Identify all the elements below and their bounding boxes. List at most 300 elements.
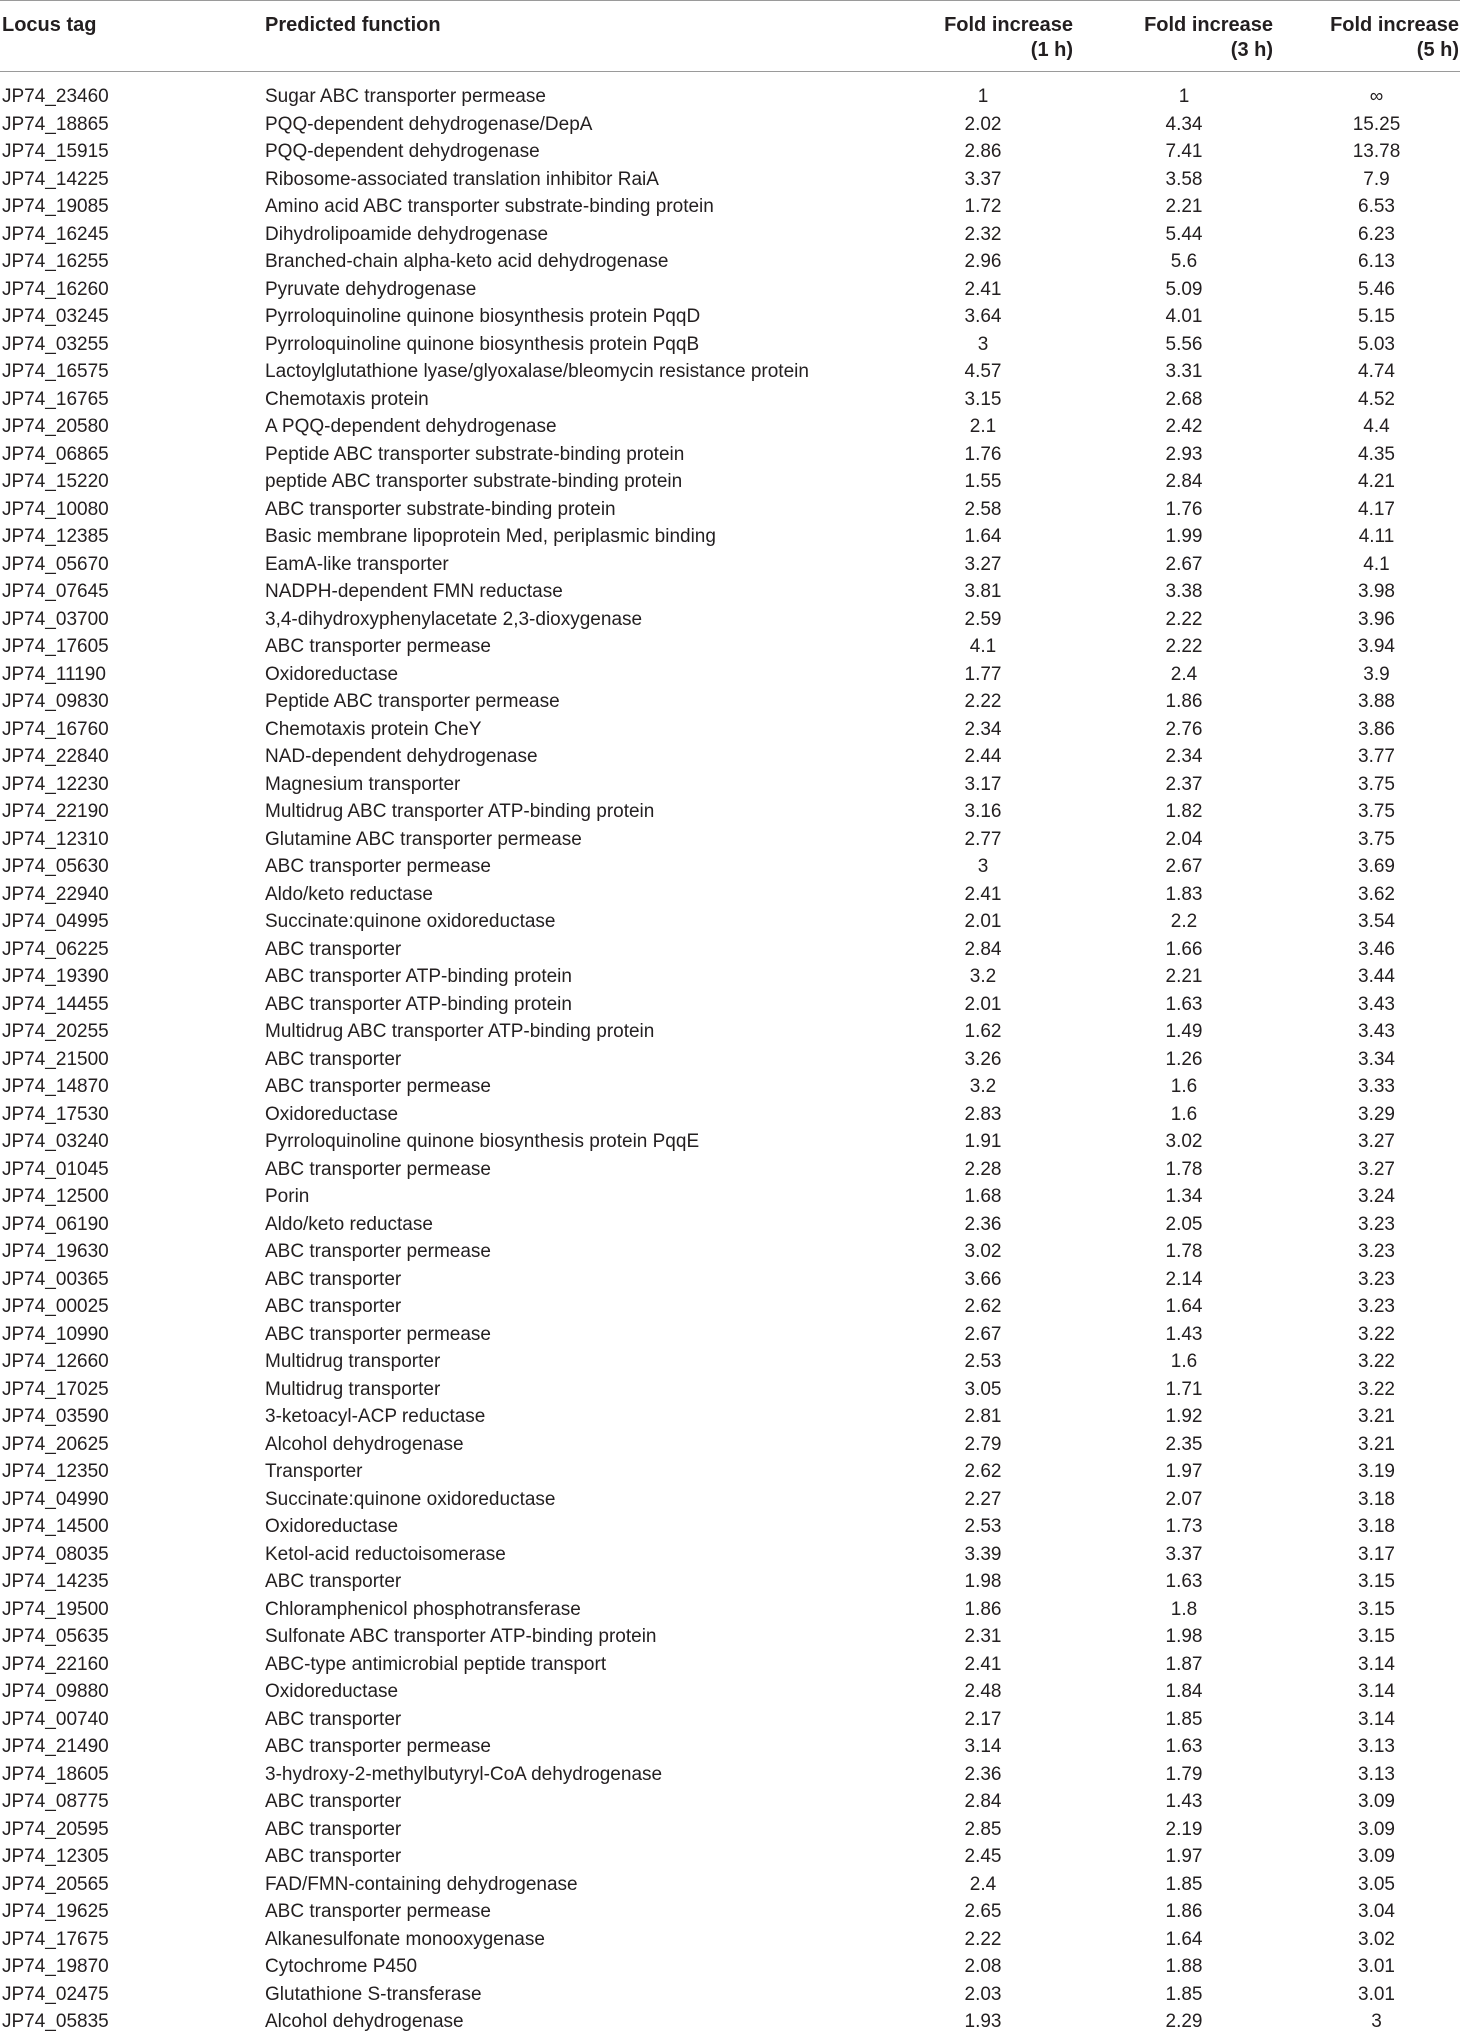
table-row	[0, 551, 1460, 579]
fold-5h-cell: 3.23	[1358, 1296, 1395, 1317]
fold-5h-cell: 5.46	[1358, 278, 1395, 300]
fold-5h-cell: 3.09	[1358, 1791, 1395, 1812]
fold-5h-cell: 3.01	[1358, 1983, 1395, 2005]
table-row	[0, 1871, 1460, 1899]
fold-5h-cell: 3.04	[1358, 1901, 1395, 1922]
locus-tag-cell: JP74_09830	[2, 691, 109, 712]
fold-3h-cell: 1.43	[1165, 1323, 1203, 1345]
header-predicted-function: Predicted function	[265, 1, 893, 72]
fold-1h-cell: 2.32	[964, 223, 1002, 245]
locus-tag-cell: JP74_14870	[2, 1076, 109, 1097]
fold-5h-cell: 3.19	[1358, 1461, 1395, 1482]
table-row	[0, 1678, 1460, 1706]
predicted-function-cell: Chemotaxis protein CheY	[265, 718, 482, 740]
fold-1h-cell: 1.72	[964, 196, 1002, 217]
fold-1h-cell: 2.62	[964, 1296, 1002, 1317]
fold-1h-cell: 2.01	[964, 911, 1002, 932]
fold-5h-cell: 3.69	[1358, 856, 1395, 877]
locus-tag-cell: JP74_18865	[2, 113, 109, 135]
table-row	[0, 688, 1460, 716]
locus-tag-cell: JP74_12660	[2, 1351, 109, 1372]
fold-3h-cell: 2.05	[1165, 1213, 1203, 1235]
fold-3h-cell: 1.73	[1165, 1516, 1203, 1537]
fold-1h-cell: 2.34	[964, 718, 1002, 740]
table-row	[0, 1266, 1460, 1294]
fold-1h-cell: 2.41	[964, 1653, 1002, 1675]
fold-3h-cell: 2.67	[1165, 856, 1203, 877]
predicted-function-cell: ABC transporter substrate-binding protein	[265, 498, 616, 520]
fold-3h-cell: 1.78	[1165, 1158, 1203, 1180]
fold-1h-cell: 2.41	[964, 883, 1002, 905]
fold-1h-cell: 2.01	[964, 993, 1002, 1015]
predicted-function-cell: Amino acid ABC transporter substrate-binding protein	[265, 196, 714, 217]
fold-3h-cell: 2.84	[1165, 471, 1203, 492]
fold-5h-cell: 4.74	[1358, 361, 1395, 382]
predicted-function-cell: Oxidoreductase	[265, 1516, 399, 1537]
fold-5h-cell: 4.4	[1363, 416, 1390, 437]
fold-3h-cell: 1.76	[1165, 498, 1203, 520]
fold-5h-cell: 3.14	[1358, 1653, 1395, 1675]
predicted-function-cell: peptide ABC transporter substrate-binding protein	[265, 471, 683, 492]
fold-3h-cell: 1.63	[1165, 1571, 1203, 1592]
locus-tag-cell: JP74_23460	[2, 86, 109, 107]
fold-5h-cell: 3	[1371, 2011, 1382, 2032]
fold-3h-cell: 3.37	[1165, 1543, 1203, 1565]
fold-3h-cell: 2.19	[1165, 1818, 1203, 1840]
locus-tag-cell: JP74_06225	[2, 938, 109, 960]
predicted-function-cell: Sulfonate ABC transporter ATP-binding protein	[265, 1626, 657, 1647]
predicted-function-cell: Pyruvate dehydrogenase	[265, 278, 477, 300]
fold-5h-cell: 3.23	[1358, 1268, 1395, 1290]
locus-tag-cell: JP74_20255	[2, 1021, 109, 1042]
fold-1h-cell: 2.84	[964, 1791, 1002, 1812]
locus-tag-cell: JP74_15915	[2, 141, 109, 162]
fold-3h-cell: 1.99	[1165, 526, 1203, 547]
header-fold-1h-line2: (1 h)	[1030, 39, 1073, 61]
predicted-function-cell: Cytochrome P450	[265, 1956, 418, 1977]
table-row	[0, 441, 1460, 469]
fold-5h-cell: 3.29	[1358, 1103, 1395, 1125]
table-row	[0, 743, 1460, 771]
header-row	[0, 1, 1460, 72]
table-row	[0, 1651, 1460, 1679]
fold-3h-cell: 1.43	[1165, 1791, 1203, 1812]
fold-1h-cell: 3.14	[964, 1736, 1002, 1757]
predicted-function-cell: Chloramphenicol phosphotransferase	[265, 1598, 581, 1620]
fold-3h-cell: 1.34	[1165, 1186, 1203, 1207]
table-row	[0, 1128, 1460, 1156]
fold-1h-cell: 1.55	[964, 471, 1002, 492]
table-row	[0, 826, 1460, 854]
fold-5h-cell: 4.11	[1358, 526, 1395, 547]
locus-tag-cell: JP74_19390	[2, 966, 109, 987]
locus-tag-cell: JP74_05635	[2, 1626, 109, 1647]
fold-3h-cell: 1.66	[1165, 938, 1203, 960]
predicted-function-cell: Dihydrolipoamide dehydrogenase	[265, 223, 549, 245]
fold-5h-cell: 3.96	[1358, 608, 1395, 630]
locus-tag-cell: JP74_00740	[2, 1708, 109, 1730]
locus-tag-cell: JP74_11190	[2, 663, 106, 685]
locus-tag-cell: JP74_00025	[2, 1296, 109, 1317]
table-row	[0, 386, 1460, 414]
fold-3h-cell: 1.49	[1165, 1021, 1203, 1042]
locus-tag-cell: JP74_12385	[2, 526, 109, 547]
fold-3h-cell: 5.44	[1165, 223, 1203, 245]
table-row	[0, 1486, 1460, 1514]
fold-1h-cell: 1.91	[964, 1131, 1002, 1152]
fold-5h-cell: 3.98	[1358, 581, 1395, 602]
fold-5h-cell: 3.15	[1358, 1598, 1395, 1620]
predicted-function-cell: Multidrug transporter	[265, 1351, 441, 1372]
predicted-function-cell: Pyrroloquinoline quinone biosynthesis protein PqqE	[265, 1131, 700, 1152]
table-row	[0, 1513, 1460, 1541]
fold-3h-cell: 2.14	[1165, 1268, 1203, 1290]
fold-3h-cell: 2.34	[1165, 746, 1203, 767]
fold-3h-cell: 1.85	[1165, 1873, 1203, 1895]
locus-tag-cell: JP74_19625	[2, 1901, 109, 1922]
table-row	[0, 1156, 1460, 1184]
predicted-function-cell: ABC transporter permease	[265, 1323, 491, 1345]
fold-1h-cell: 1.62	[964, 1021, 1002, 1042]
table-row	[0, 1788, 1460, 1816]
fold-3h-cell: 2.22	[1165, 636, 1203, 657]
fold-5h-cell: 3.15	[1358, 1571, 1395, 1592]
table-row	[0, 72, 1460, 111]
table-row	[0, 496, 1460, 524]
locus-tag-cell: JP74_22190	[2, 801, 109, 822]
predicted-function-cell: Oxidoreductase	[265, 663, 399, 685]
fold-5h-cell: 3.62	[1358, 883, 1395, 905]
fold-1h-cell: 2.31	[964, 1626, 1002, 1647]
table-row	[0, 606, 1460, 634]
locus-tag-cell: JP74_14235	[2, 1571, 109, 1592]
predicted-function-cell: ABC transporter ATP-binding protein	[265, 993, 572, 1015]
fold-5h-cell: 3.43	[1358, 1021, 1395, 1042]
locus-tag-cell: JP74_14455	[2, 993, 109, 1015]
fold-5h-cell: 6.13	[1358, 251, 1395, 272]
predicted-function-cell: ABC transporter	[265, 938, 402, 960]
fold-5h-cell: 3.15	[1358, 1626, 1395, 1647]
fold-3h-cell: 2.93	[1165, 443, 1203, 465]
fold-5h-cell: 3.75	[1358, 801, 1395, 822]
fold-5h-cell: 3.86	[1358, 718, 1395, 740]
predicted-function-cell: ABC transporter permease	[265, 1076, 491, 1097]
fold-3h-cell: 1.92	[1165, 1406, 1203, 1427]
fold-1h-cell: 1.77	[964, 663, 1002, 685]
predicted-function-cell: Succinate:quinone oxidoreductase	[265, 911, 556, 932]
locus-tag-cell: JP74_09880	[2, 1681, 109, 1702]
table-row	[0, 853, 1460, 881]
locus-tag-cell: JP74_02475	[2, 1983, 109, 2005]
fold-3h-cell: 1.97	[1165, 1461, 1203, 1482]
predicted-function-cell: Pyrroloquinoline quinone biosynthesis protein PqqD	[265, 306, 701, 327]
locus-tag-cell: JP74_12230	[2, 773, 109, 795]
fold-5h-cell: 3.21	[1358, 1406, 1395, 1427]
predicted-function-cell: Aldo/keto reductase	[265, 883, 433, 905]
predicted-function-cell: Pyrroloquinoline quinone biosynthesis protein PqqB	[265, 333, 700, 355]
table-row	[0, 1431, 1460, 1459]
table-header	[0, 1, 1460, 72]
fold-5h-cell: 3.13	[1358, 1763, 1395, 1785]
predicted-function-cell: Lactoylglutathione lyase/glyoxalase/bleomycin resistance protein	[265, 361, 809, 382]
table-row	[0, 1101, 1460, 1129]
locus-tag-cell: JP74_16260	[2, 278, 109, 300]
locus-tag-cell: JP74_03245	[2, 306, 109, 327]
predicted-function-cell: Chemotaxis protein	[265, 388, 429, 410]
table-row	[0, 798, 1460, 826]
fold-1h-cell: 4.57	[964, 361, 1002, 382]
fold-1h-cell: 2.59	[964, 608, 1002, 630]
locus-tag-cell: JP74_22840	[2, 746, 109, 767]
predicted-function-cell: ABC transporter permease	[265, 856, 491, 877]
locus-tag-cell: JP74_20625	[2, 1433, 109, 1455]
fold-3h-cell: 3.31	[1165, 361, 1203, 382]
table-row	[0, 1018, 1460, 1046]
fold-1h-cell: 1	[977, 86, 989, 107]
table-row	[0, 936, 1460, 964]
fold-1h-cell: 2.22	[964, 691, 1002, 712]
fold-5h-cell: 4.1	[1363, 553, 1390, 575]
fold-3h-cell: 4.34	[1165, 113, 1203, 135]
locus-tag-cell: JP74_03255	[2, 333, 109, 355]
fold-5h-cell: 13.78	[1352, 141, 1401, 162]
fold-5h-cell: 3.14	[1358, 1681, 1395, 1702]
table-row	[0, 1183, 1460, 1211]
table-row	[0, 1348, 1460, 1376]
fold-5h-cell: 3.18	[1358, 1488, 1395, 1510]
locus-tag-cell: JP74_20565	[2, 1873, 109, 1895]
fold-1h-cell: 2.58	[964, 498, 1002, 520]
table-row	[0, 991, 1460, 1019]
locus-tag-cell: JP74_05670	[2, 553, 109, 575]
locus-tag-cell: JP74_12500	[2, 1186, 109, 1207]
fold-1h-cell: 2.1	[969, 416, 997, 437]
fold-3h-cell: 1.84	[1165, 1681, 1203, 1702]
predicted-function-cell: ABC transporter	[265, 1791, 402, 1812]
predicted-function-cell: ABC transporter permease	[265, 1901, 491, 1922]
fold-1h-cell: 2.86	[964, 141, 1002, 162]
locus-tag-cell: JP74_08035	[2, 1543, 109, 1565]
table-row	[0, 661, 1460, 689]
locus-tag-cell: JP74_03590	[2, 1406, 109, 1427]
fold-3h-cell: 1.88	[1165, 1956, 1203, 1977]
fold-1h-cell: 2.02	[964, 113, 1002, 135]
locus-tag-cell: JP74_12305	[2, 1846, 109, 1867]
fold-1h-cell: 3.15	[964, 388, 1002, 410]
locus-tag-cell: JP74_21500	[2, 1048, 109, 1070]
fold-1h-cell: 1.98	[964, 1571, 1002, 1592]
fold-1h-cell: 2.81	[964, 1406, 1002, 1427]
table-row	[0, 1733, 1460, 1761]
locus-tag-cell: JP74_20580	[2, 416, 109, 437]
fold-1h-cell: 1.68	[964, 1186, 1002, 1207]
fold-5h-cell: 3.23	[1358, 1213, 1395, 1235]
fold-1h-cell: 2.27	[964, 1488, 1002, 1510]
locus-tag-cell: JP74_15220	[2, 471, 109, 492]
locus-tag-cell: JP74_12310	[2, 828, 109, 850]
predicted-function-cell: Sugar ABC transporter permease	[265, 86, 546, 107]
predicted-function-cell: Glutamine ABC transporter permease	[265, 828, 582, 850]
header-locus-tag: Locus tag	[0, 1, 265, 72]
fold-5h-cell: 5.03	[1358, 333, 1395, 355]
locus-tag-cell: JP74_19500	[2, 1598, 109, 1620]
fold-5h-cell: 3.13	[1358, 1736, 1395, 1757]
fold-1h-cell: 2.65	[964, 1901, 1002, 1922]
table-row	[0, 413, 1460, 441]
fold-5h-cell: 3.18	[1358, 1516, 1395, 1537]
fold-3h-cell: 4.01	[1165, 306, 1203, 327]
fold-3h-cell: 2.21	[1165, 196, 1203, 217]
table-row	[0, 771, 1460, 799]
fold-1h-cell: 3.64	[964, 306, 1002, 327]
table-row	[0, 221, 1460, 249]
fold-1h-cell: 2.85	[964, 1818, 1002, 1840]
fold-1h-cell: 2.08	[964, 1956, 1002, 1977]
fold-1h-cell: 1.64	[964, 526, 1002, 547]
table-row	[0, 1761, 1460, 1789]
fold-5h-cell: 3.24	[1358, 1186, 1395, 1207]
table-row	[0, 1458, 1460, 1486]
table-row	[0, 468, 1460, 496]
predicted-function-cell: Multidrug transporter	[265, 1378, 441, 1400]
fold-1h-cell: 3.02	[964, 1241, 1002, 1262]
locus-tag-cell: JP74_08775	[2, 1791, 109, 1812]
fold-3h-cell: 1.87	[1165, 1653, 1203, 1675]
fold-5h-cell: 7.9	[1363, 168, 1390, 190]
fold-1h-cell: 3	[977, 856, 989, 877]
locus-tag-cell: JP74_05835	[2, 2011, 109, 2032]
table-row	[0, 1073, 1460, 1101]
predicted-function-cell: Oxidoreductase	[265, 1103, 399, 1125]
table-row	[0, 1898, 1460, 1926]
predicted-function-cell: Porin	[265, 1186, 310, 1207]
fold-5h-cell: 3.22	[1358, 1323, 1395, 1345]
fold-3h-cell: 3.38	[1165, 581, 1203, 602]
fold-5h-cell: 15.25	[1352, 113, 1401, 135]
fold-5h-cell: 3.27	[1358, 1131, 1395, 1152]
predicted-function-cell: ABC transporter	[265, 1048, 402, 1070]
predicted-function-cell: ABC transporter	[265, 1846, 402, 1867]
fold-5h-cell: 4.21	[1358, 471, 1395, 492]
predicted-function-cell: Transporter	[265, 1461, 363, 1482]
fold-3h-cell: 2.67	[1165, 553, 1203, 575]
predicted-function-cell: ABC transporter permease	[265, 636, 491, 657]
header-fold-5h-line2: (5 h)	[1416, 39, 1459, 61]
table-row	[0, 1926, 1460, 1954]
fold-1h-cell: 2.83	[964, 1103, 1002, 1125]
fold-5h-cell: 6.53	[1358, 196, 1395, 217]
fold-1h-cell: 3.2	[969, 966, 997, 987]
fold-1h-cell: 2.36	[964, 1763, 1002, 1785]
table-row	[0, 1403, 1460, 1431]
table-row	[0, 1321, 1460, 1349]
fold-5h-cell: 3.02	[1358, 1928, 1395, 1950]
fold-5h-cell: 3.75	[1358, 773, 1395, 795]
fold-3h-cell: 2.42	[1165, 416, 1203, 437]
fold-5h-cell: 3.77	[1358, 746, 1395, 767]
fold-5h-cell: 6.23	[1358, 223, 1395, 245]
fold-5h-cell: 3.46	[1358, 938, 1395, 960]
locus-tag-cell: JP74_01045	[2, 1158, 109, 1180]
predicted-function-cell: NAD-dependent dehydrogenase	[265, 746, 538, 767]
table-row	[0, 1596, 1460, 1624]
table-row	[0, 1376, 1460, 1404]
fold-5h-cell: 3.27	[1358, 1158, 1395, 1180]
predicted-function-cell: PQQ-dependent dehydrogenase/DepA	[265, 113, 593, 135]
fold-3h-cell: 1.78	[1165, 1241, 1203, 1262]
predicted-function-cell: Aldo/keto reductase	[265, 1213, 433, 1235]
table-row	[0, 303, 1460, 331]
fold-5h-cell: 3.17	[1358, 1543, 1395, 1565]
predicted-function-cell: ABC transporter	[265, 1268, 402, 1290]
fold-1h-cell: 3.81	[964, 581, 1002, 602]
predicted-function-cell: Magnesium transporter	[265, 773, 461, 795]
fold-1h-cell: 3.05	[964, 1378, 1002, 1400]
fold-3h-cell: 1.64	[1165, 1928, 1203, 1950]
fold-3h-cell: 2.04	[1165, 828, 1203, 850]
fold-1h-cell: 3.16	[964, 801, 1002, 822]
predicted-function-cell: ABC transporter	[265, 1571, 402, 1592]
fold-5h-cell: 3.9	[1363, 663, 1390, 685]
fold-1h-cell: 2.62	[964, 1461, 1002, 1482]
fold-5h-cell: 3.22	[1358, 1351, 1395, 1372]
fold-5h-cell: 3.88	[1358, 691, 1395, 712]
fold-3h-cell: 1.6	[1170, 1103, 1198, 1125]
table-row	[0, 248, 1460, 276]
table-row	[0, 1293, 1460, 1321]
table-row	[0, 1953, 1460, 1981]
table-row	[0, 276, 1460, 304]
fold-3h-cell: 1.83	[1165, 883, 1203, 905]
predicted-function-cell: Peptide ABC transporter permease	[265, 691, 560, 712]
locus-tag-cell: JP74_16575	[2, 361, 109, 382]
table-row	[0, 963, 1460, 991]
fold-3h-cell: 1.82	[1165, 801, 1203, 822]
locus-tag-cell: JP74_19630	[2, 1241, 109, 1262]
fold-5h-cell: 3.05	[1358, 1873, 1395, 1895]
header-fold-3h-line2: (3 h)	[1230, 39, 1273, 61]
fold-5h-cell: 3.22	[1358, 1378, 1395, 1400]
fold-3h-cell: 1.85	[1165, 1708, 1203, 1730]
predicted-function-cell: ABC transporter permease	[265, 1241, 491, 1262]
fold-3h-cell: 2.22	[1165, 608, 1203, 630]
predicted-function-cell: FAD/FMN-containing dehydrogenase	[265, 1873, 578, 1895]
fold-1h-cell: 1.86	[964, 1598, 1002, 1620]
fold-5h-cell: 3.33	[1358, 1076, 1395, 1097]
predicted-function-cell: Alcohol dehydrogenase	[265, 1433, 464, 1455]
locus-tag-cell: JP74_16760	[2, 718, 109, 740]
table-row	[0, 1981, 1460, 2009]
locus-tag-cell: JP74_17530	[2, 1103, 109, 1125]
table-row	[0, 331, 1460, 359]
fold-1h-cell: 2.45	[964, 1846, 1002, 1867]
fold-1h-cell: 2.44	[964, 746, 1002, 767]
fold-3h-cell: 1.79	[1165, 1763, 1203, 1785]
locus-tag-cell: JP74_04990	[2, 1488, 109, 1510]
fold-3h-cell: 1	[1178, 86, 1190, 107]
fold-1h-cell: 4.1	[969, 636, 997, 657]
locus-tag-cell: JP74_06865	[2, 443, 109, 465]
fold-5h-cell: 4.35	[1358, 443, 1395, 465]
locus-tag-cell: JP74_16255	[2, 251, 109, 272]
table-row	[0, 1843, 1460, 1871]
table-row	[0, 1706, 1460, 1734]
fold-3h-cell: 2.4	[1170, 663, 1198, 685]
fold-3h-cell: 3.02	[1165, 1131, 1203, 1152]
predicted-function-cell: 3-hydroxy-2-methylbutyryl-CoA dehydrogenase	[265, 1763, 663, 1785]
fold-3h-cell: 2.29	[1165, 2011, 1203, 2032]
table-row	[0, 358, 1460, 386]
